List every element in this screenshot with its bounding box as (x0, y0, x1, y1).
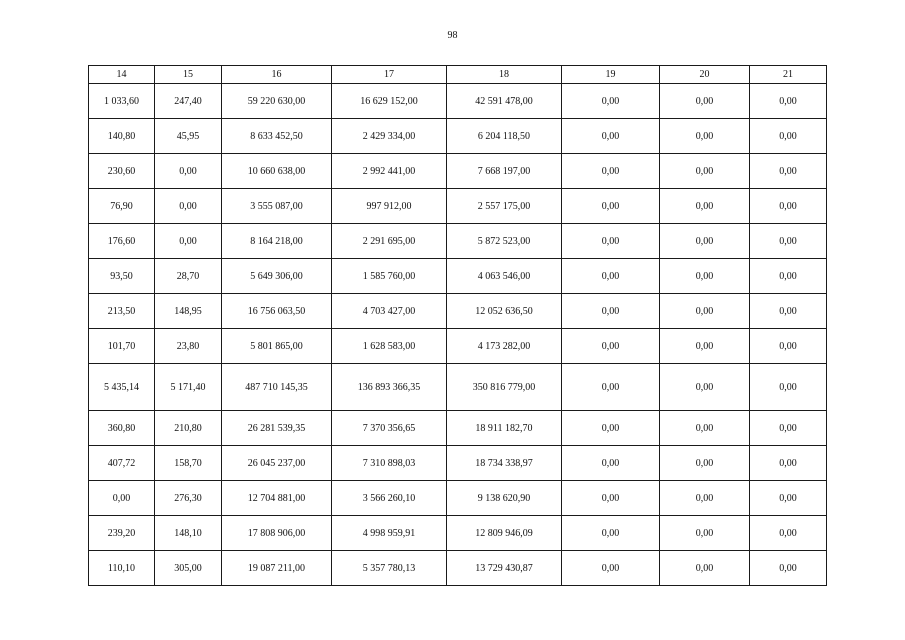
table-cell: 997 912,00 (332, 189, 447, 224)
table-cell: 0,00 (660, 446, 750, 481)
column-header: 17 (332, 66, 447, 84)
table-cell: 0,00 (660, 119, 750, 154)
table-cell: 5 435,14 (89, 364, 155, 411)
table-cell: 0,00 (750, 364, 827, 411)
table-cell: 247,40 (155, 84, 222, 119)
table-cell: 0,00 (750, 411, 827, 446)
table-cell: 16 629 152,00 (332, 84, 447, 119)
table-cell: 0,00 (660, 224, 750, 259)
table-cell: 305,00 (155, 551, 222, 586)
table-cell: 6 204 118,50 (447, 119, 562, 154)
column-header: 19 (562, 66, 660, 84)
table-cell: 4 998 959,91 (332, 516, 447, 551)
page-number: 98 (447, 30, 458, 41)
table-cell: 5 801 865,00 (222, 329, 332, 364)
table-cell: 5 357 780,13 (332, 551, 447, 586)
table-cell: 0,00 (660, 294, 750, 329)
table-row (89, 411, 827, 446)
table-cell: 0,00 (750, 551, 827, 586)
table-cell: 2 429 334,00 (332, 119, 447, 154)
column-header: 18 (447, 66, 562, 84)
table-row (89, 259, 827, 294)
table-cell: 12 809 946,09 (447, 516, 562, 551)
table-cell: 0,00 (750, 516, 827, 551)
column-header: 15 (155, 66, 222, 84)
table-cell: 0,00 (562, 84, 660, 119)
table-row (89, 481, 827, 516)
table-cell: 2 291 695,00 (332, 224, 447, 259)
table-cell: 0,00 (660, 516, 750, 551)
table-cell: 148,10 (155, 516, 222, 551)
table-cell: 276,30 (155, 481, 222, 516)
table-cell: 4 703 427,00 (332, 294, 447, 329)
table-cell: 76,90 (89, 189, 155, 224)
table-row (89, 364, 827, 411)
table-cell: 230,60 (89, 154, 155, 189)
table-cell: 4 173 282,00 (447, 329, 562, 364)
table-cell: 0,00 (562, 481, 660, 516)
table-cell: 0,00 (750, 446, 827, 481)
table-cell: 0,00 (750, 224, 827, 259)
table-cell: 5 649 306,00 (222, 259, 332, 294)
table-cell: 110,10 (89, 551, 155, 586)
table-cell: 93,50 (89, 259, 155, 294)
table-cell: 1 033,60 (89, 84, 155, 119)
table-row (89, 189, 827, 224)
table-cell: 42 591 478,00 (447, 84, 562, 119)
table-cell: 0,00 (750, 481, 827, 516)
table-cell: 0,00 (750, 84, 827, 119)
table-row (89, 224, 827, 259)
table-cell: 0,00 (750, 189, 827, 224)
table-cell: 0,00 (660, 551, 750, 586)
table-cell: 26 281 539,35 (222, 411, 332, 446)
table-cell: 0,00 (562, 189, 660, 224)
table-cell: 0,00 (89, 481, 155, 516)
table-cell: 2 992 441,00 (332, 154, 447, 189)
table-cell: 0,00 (155, 154, 222, 189)
table-cell: 19 087 211,00 (222, 551, 332, 586)
column-header: 16 (222, 66, 332, 84)
table-cell: 0,00 (562, 516, 660, 551)
table-row (89, 294, 827, 329)
table-cell: 23,80 (155, 329, 222, 364)
table-cell: 0,00 (660, 259, 750, 294)
table-cell: 45,95 (155, 119, 222, 154)
table-cell: 3 566 260,10 (332, 481, 447, 516)
table-cell: 0,00 (750, 294, 827, 329)
table-row (89, 329, 827, 364)
table-cell: 0,00 (155, 224, 222, 259)
data-table (88, 65, 827, 586)
table-cell: 487 710 145,35 (222, 364, 332, 411)
table-cell: 0,00 (660, 364, 750, 411)
table-cell: 0,00 (660, 189, 750, 224)
table-cell: 0,00 (660, 84, 750, 119)
table-cell: 5 872 523,00 (447, 224, 562, 259)
table-cell: 26 045 237,00 (222, 446, 332, 481)
table-cell: 0,00 (750, 154, 827, 189)
header-row (89, 66, 827, 84)
table-cell: 8 633 452,50 (222, 119, 332, 154)
table-cell: 18 734 338,97 (447, 446, 562, 481)
table-cell: 0,00 (562, 224, 660, 259)
table-cell: 213,50 (89, 294, 155, 329)
table-cell: 12 052 636,50 (447, 294, 562, 329)
table-row (89, 119, 827, 154)
table-cell: 5 171,40 (155, 364, 222, 411)
table-cell: 210,80 (155, 411, 222, 446)
column-header: 20 (660, 66, 750, 84)
table-header (89, 66, 827, 84)
table-cell: 7 668 197,00 (447, 154, 562, 189)
table-cell: 7 310 898,03 (332, 446, 447, 481)
table-cell: 158,70 (155, 446, 222, 481)
table-cell: 101,70 (89, 329, 155, 364)
table-cell: 2 557 175,00 (447, 189, 562, 224)
column-header: 14 (89, 66, 155, 84)
table-cell: 0,00 (562, 259, 660, 294)
table-cell: 0,00 (750, 329, 827, 364)
table-row (89, 551, 827, 586)
table-row (89, 516, 827, 551)
table-cell: 0,00 (562, 551, 660, 586)
table-cell: 0,00 (660, 411, 750, 446)
table-cell: 59 220 630,00 (222, 84, 332, 119)
column-header: 21 (750, 66, 827, 84)
table-cell: 0,00 (750, 259, 827, 294)
table-row (89, 154, 827, 189)
table-body (89, 84, 827, 586)
table-cell: 17 808 906,00 (222, 516, 332, 551)
table-cell: 360,80 (89, 411, 155, 446)
table-cell: 4 063 546,00 (447, 259, 562, 294)
table-cell: 18 911 182,70 (447, 411, 562, 446)
table-cell: 10 660 638,00 (222, 154, 332, 189)
table-cell: 0,00 (155, 189, 222, 224)
table-cell: 0,00 (562, 364, 660, 411)
table-cell: 16 756 063,50 (222, 294, 332, 329)
table-cell: 0,00 (562, 154, 660, 189)
table-cell: 13 729 430,87 (447, 551, 562, 586)
table-cell: 28,70 (155, 259, 222, 294)
table-cell: 0,00 (562, 329, 660, 364)
table-cell: 350 816 779,00 (447, 364, 562, 411)
table-cell: 8 164 218,00 (222, 224, 332, 259)
table-cell: 0,00 (562, 119, 660, 154)
table-cell: 0,00 (562, 294, 660, 329)
table-cell: 239,20 (89, 516, 155, 551)
table-cell: 0,00 (562, 446, 660, 481)
table-cell: 0,00 (660, 481, 750, 516)
table-cell: 0,00 (562, 411, 660, 446)
table-cell: 3 555 087,00 (222, 189, 332, 224)
table-cell: 0,00 (750, 119, 827, 154)
table-cell: 136 893 366,35 (332, 364, 447, 411)
table-cell: 1 628 583,00 (332, 329, 447, 364)
table-row (89, 84, 827, 119)
table-cell: 7 370 356,65 (332, 411, 447, 446)
table-cell: 1 585 760,00 (332, 259, 447, 294)
table-cell: 407,72 (89, 446, 155, 481)
table-cell: 176,60 (89, 224, 155, 259)
table-cell: 0,00 (660, 329, 750, 364)
table-cell: 148,95 (155, 294, 222, 329)
table-cell: 12 704 881,00 (222, 481, 332, 516)
table-cell: 0,00 (660, 154, 750, 189)
table-row (89, 446, 827, 481)
table-cell: 140,80 (89, 119, 155, 154)
table-cell: 9 138 620,90 (447, 481, 562, 516)
